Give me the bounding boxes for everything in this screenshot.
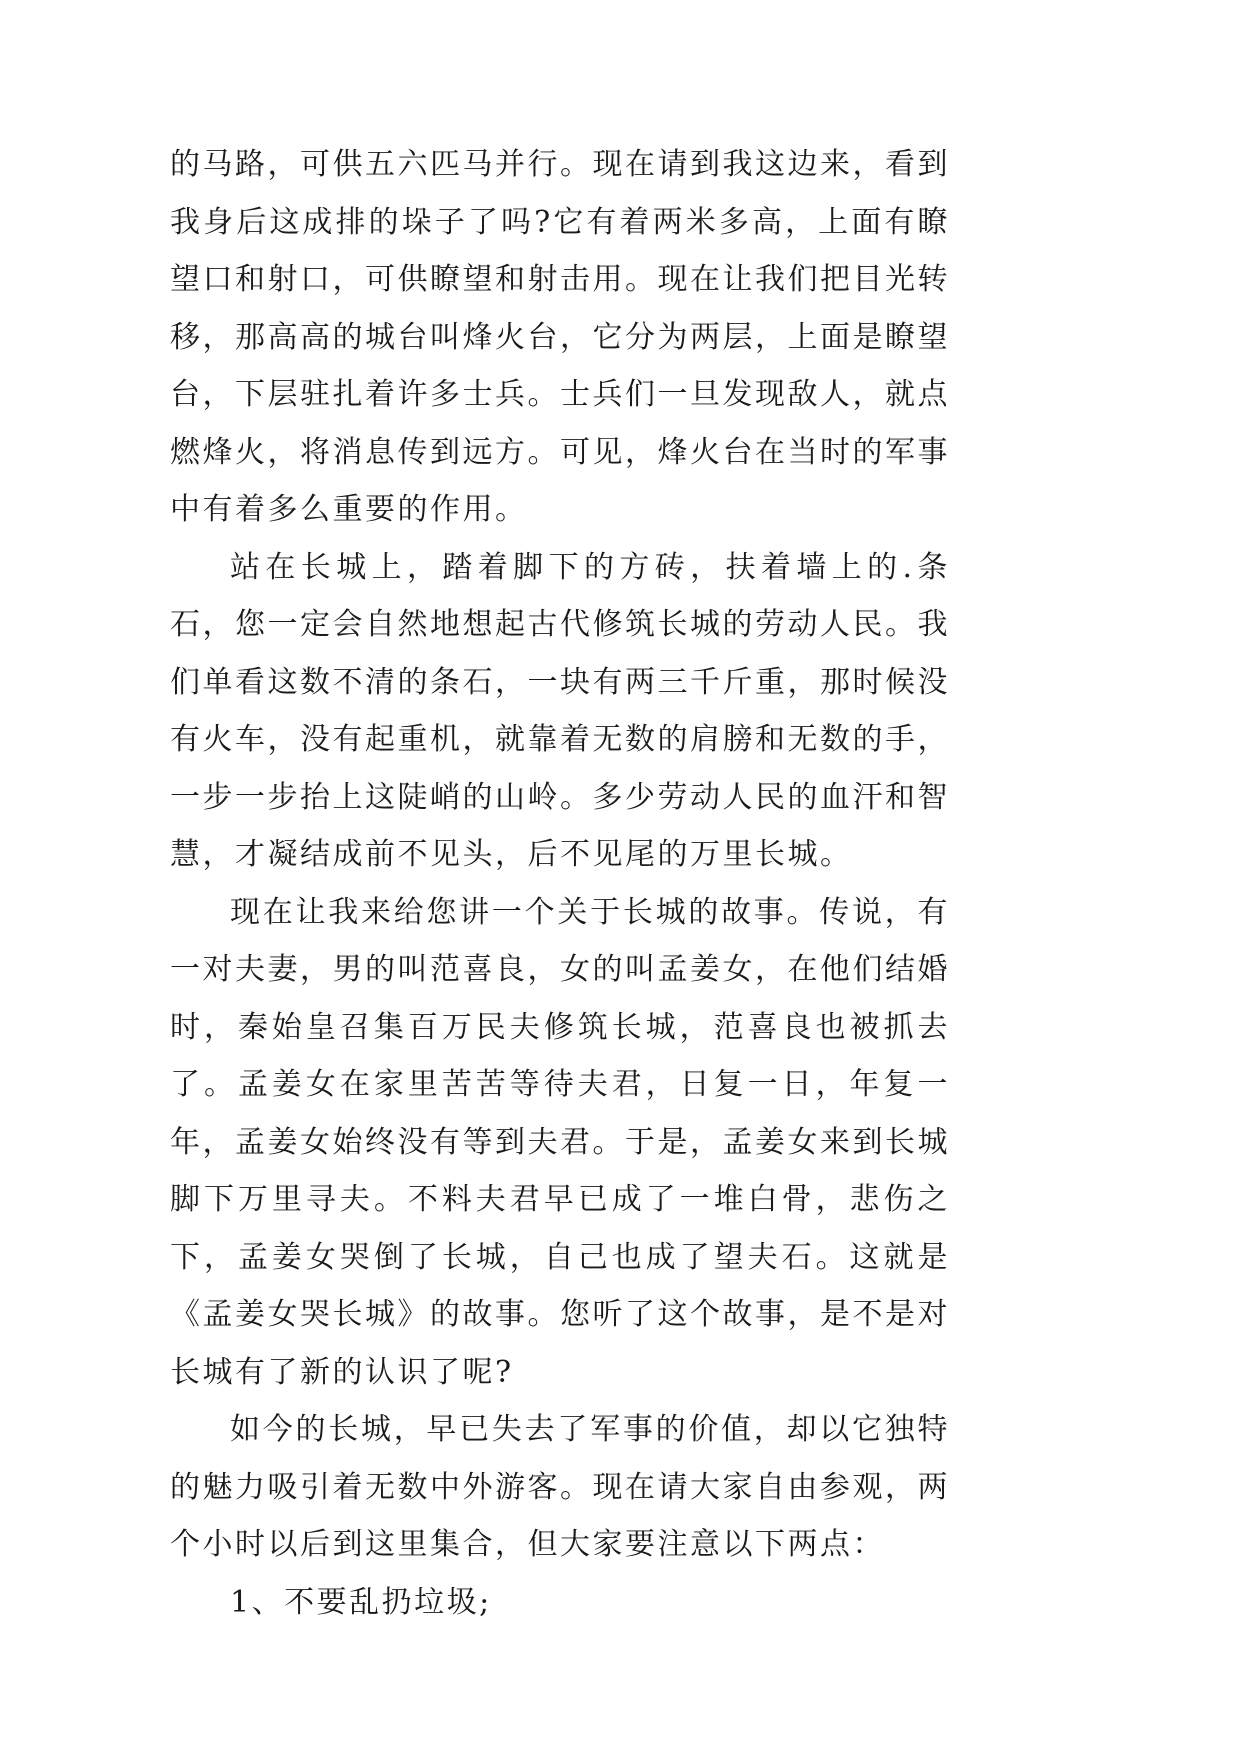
paragraph-great-wall-structure: 的马路，可供五六匹马并行。现在请到我这边来，看到我身后这成排的垛子了吗?它有着两米多高，上面有瞭望口和射口，可供瞭望和射击用。现在让我们把目光转移，那高高的城台叫烽火台，它分为两层，上面是瞭望台，下层驻扎着许多士兵。士兵们一旦发现敌人，就点燃烽火，将消息传到远方。可见，烽火台在当时的军事中有着多么重要的作用。 bbox=[170, 147, 950, 527]
paragraph-free-visit: 如今的长城，早已失去了军事的价值，却以它独特的魅力吸引着无数中外游客。现在请大家自由参观，两个小时以后到这里集合，但大家要注意以下两点： bbox=[170, 1412, 950, 1562]
paragraph-meng-jiangnu-story: 现在让我来给您讲一个关于长城的故事。传说，有一对夫妻，男的叫范喜良，女的叫孟姜女，在他们结婚时，秦始皇召集百万民夫修筑长城，范喜良也被抓去了。孟姜女在家里苦苦等待夫君，日复一日，年复一年，孟姜女始终没有等到夫君。于是，孟姜女来到长城脚下万里寻夫。不料夫君早已成了一堆白骨，悲伤之下，孟姜女哭倒了长城，自己也成了望夫石。这就是《孟姜女哭长城》的故事。您听了这个故事，是不是对长城有了新的认识了呢? bbox=[170, 894, 950, 1390]
paragraph-builders: 站在长城上，踏着脚下的方砖，扶着墙上的.条石，您一定会自然地想起古代修筑长城的劳动人民。我们单看这数不清的条石，一块有两三千斤重，那时候没有火车，没有起重机，就靠着无数的肩膀和无数的手，一步一步抬上这陡峭的山岭。多少劳动人民的血汗和智慧，才凝结成前不见头，后不见尾的万里长城。 bbox=[170, 549, 950, 872]
document-body bbox=[170, 136, 950, 1631]
list-item-rule-1: 1、不要乱扔垃圾; bbox=[230, 1584, 492, 1620]
